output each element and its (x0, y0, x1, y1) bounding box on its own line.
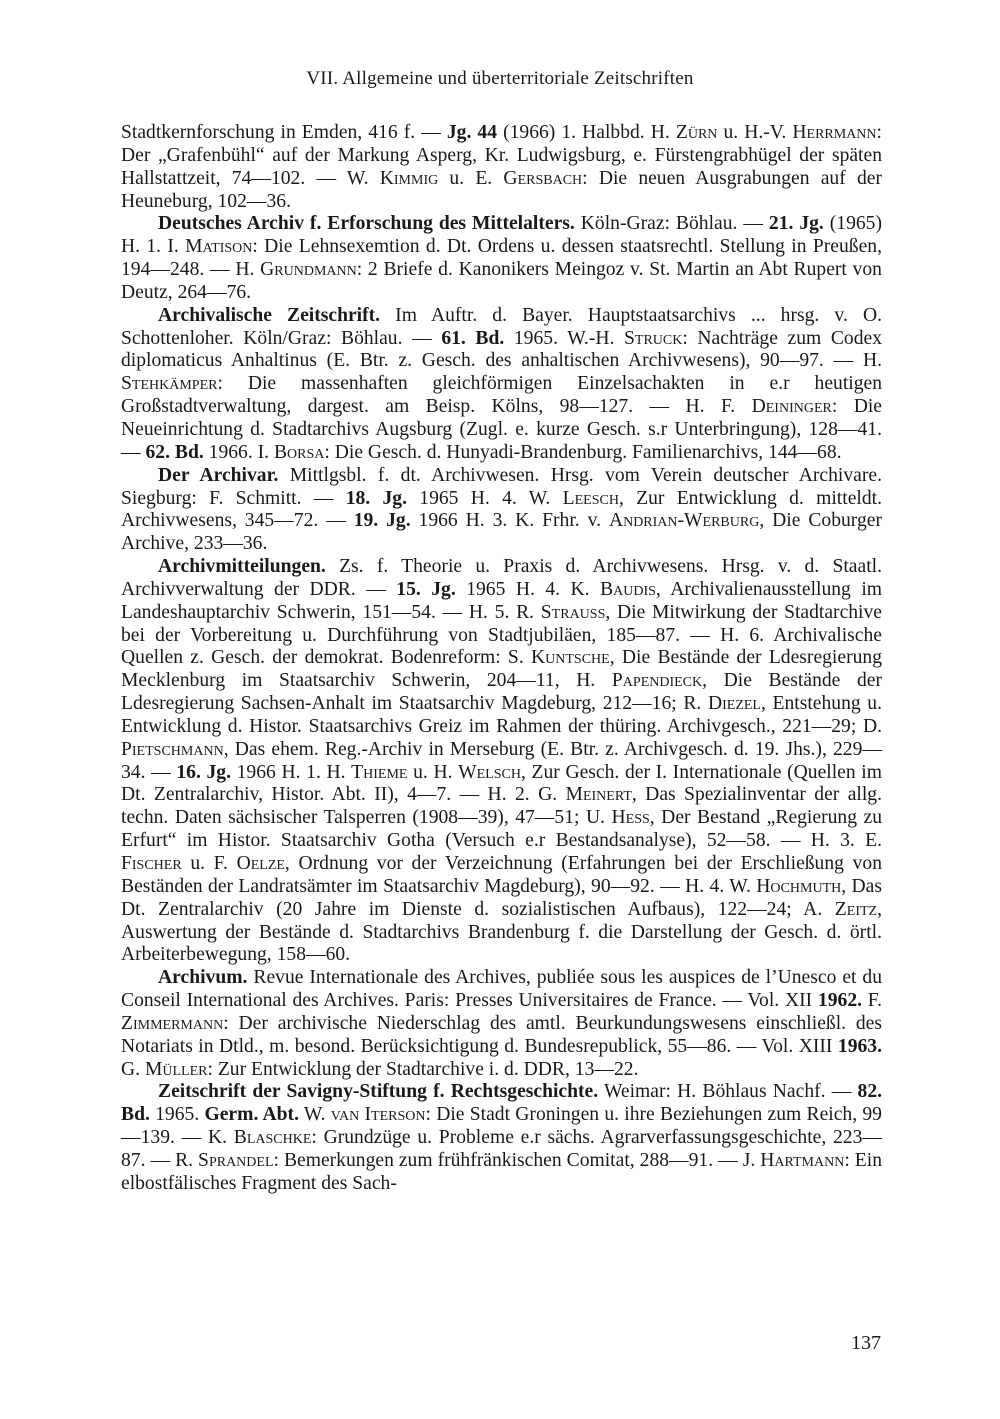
text-run: , Zur Entwicklung d. mitteldt. Archivwesens, 345—72. — (121, 487, 882, 532)
text-run: 1966. I. (203, 441, 274, 463)
text-run: 1966 H. 3. K. Frhr. v. (410, 510, 609, 532)
text-run: : Die neuen Ausgrabungen auf der Heuneburg, 102—36. (121, 167, 882, 212)
text-run: Stadtkernforschung in Emden, 416 f. — (121, 122, 447, 143)
text-run: G. (121, 1058, 145, 1080)
text-run: : Ein elbostfälisches Fragment des Sach- (121, 1149, 882, 1194)
text-run: , Die Bestände der Ldesregierung Mecklenburg im Staatsarchiv Schwerin, 204—11, H. (121, 647, 882, 692)
author-name: Oelze (236, 853, 285, 874)
text-run: , Das Spezialinventar der allg. techn. Daten sächsischer Talsperren (1908—39), 47—51; U. (121, 784, 882, 829)
bold-run: Archivum. (158, 967, 248, 989)
author-name: Diezel (707, 693, 761, 715)
bibliography-entry (121, 556, 882, 967)
bibliography-entry (121, 1081, 882, 1195)
text-run: , Der Bestand „Regierung zu Erfurt“ im Histor. Staatsarchiv Gotha (Versuch e.r Bestandsanalyse), 52—58. — H. 3. E. (121, 807, 882, 852)
author-name: Leesch (562, 487, 619, 509)
text-run: : Die Neueinrichtung d. Stadtarchivs Augsburg (Zugl. e. kurze Gesch. s.r Unterbringung), 128—41. — (121, 396, 882, 463)
bold-run: 18. Jg. (345, 487, 407, 509)
bold-run: Archivalische Zeitschrift. (158, 304, 381, 326)
author-name: Herrmann (792, 122, 877, 143)
author-name: Fischer (121, 853, 182, 874)
text-run: : Zur Entwicklung der Stadtarchive i. d. DDR, 13—22. (207, 1058, 639, 1080)
author-name: Müller (144, 1058, 208, 1080)
text-run: , Entstehung u. Entwicklung d. Histor. Staatsarchivs Greiz im Rahmen der thüring. Archivgesch., 221—29; D. (121, 693, 883, 737)
text-run: : Die Gesch. d. Hunyadi-Brandenburg. Familienarchivs, 144—68. (324, 441, 842, 463)
text-run: 1965. W.-H. (504, 327, 624, 349)
author-name: Pietschmann (121, 738, 224, 760)
bibliography-entry (121, 967, 882, 1081)
bibliography-entry (121, 465, 882, 556)
text-run: , Auswertung der Bestände d. Stadtarchivs Brandenburg f. die Darstellung der Gesch. d. örtl. Arbeiterbewegung, 158—60. (121, 898, 882, 966)
bold-run: 21. Jg. (768, 213, 824, 235)
text-run: , Archivalienausstellung im Landeshauptarchiv Schwerin, 151—54. — H. 5. R. (121, 578, 882, 623)
text-run: u. E. (438, 167, 504, 189)
text-run: (1965) H. 1. I. (121, 213, 883, 258)
text-run: : Grundzüge u. Probleme e.r sächs. Agrarverfassungsgeschichte, 223—87. — R. (121, 1127, 882, 1171)
author-name: Deininger (751, 396, 832, 418)
text-run: 1966 H. 1. H. (231, 761, 352, 783)
page-number: 137 (851, 1332, 881, 1354)
bold-run: 82. Bd. (121, 1081, 883, 1126)
author-name: Baudis (600, 578, 656, 600)
bold-run: Archivmitteilungen. (158, 556, 326, 578)
text-run: : Die massenhaften gleichförmigen Einzelsachakten in e.r heutigen Großstadtverwaltung, dargest. am Beisp. Kölns, 98—127. — H. F. (121, 373, 882, 418)
bibliography-entry (121, 305, 882, 465)
text-run: , Die Mitwirkung der Stadtarchive bei der Vorbereitung u. Durchführung von Stadtjubiläen, 185—87. — H. 6. Archivalische Quellen z. Gesch. der demokrat. Bodenreform: S. (121, 601, 882, 669)
author-name: Matison (185, 236, 253, 258)
text-run: : Die Stadt Groningen u. ihre Beziehungen zum Reich, 99—139. — K. (121, 1104, 882, 1149)
text-run: : Nachträge zum Codex diplomaticus Anhaltinus (E. Btr. z. Gesch. des anhaltischen Archivwesens), 90—97. — H. (121, 327, 883, 372)
bold-run: Zeitschrift der Savigny-Stiftung f. Rechtsgeschichte. (158, 1081, 599, 1103)
bold-run: 1963. (837, 1035, 882, 1057)
text-run: u. F. (181, 853, 237, 874)
text-run: 1965. (149, 1104, 205, 1126)
author-name: Blaschke (233, 1127, 312, 1149)
text-run: : 2 Briefe d. Kanonikers Meingoz v. St. Martin an Abt Rupert von Deutz, 264—76. (121, 259, 882, 303)
author-name: Welsch (458, 761, 521, 783)
text-run: 1965 H. 4. K. (455, 578, 601, 600)
text-run: Mittlgsbl. f. dt. Archivwesen. Hrsg. vom Verein deutscher Archivare. Siegburg: F. Schmitt. — (121, 464, 882, 509)
text-run: Zs. f. Theorie u. Praxis d. Archivwesens. Hrsg. v. d. Staatl. Archivverwaltung der DDR. — (121, 556, 882, 600)
author-name: Sprandel (198, 1149, 274, 1171)
bold-run: Deutsches Archiv f. Erforschung des Mittelalters. (158, 213, 575, 235)
text-run: Köln-Graz: Böhlau. — (574, 213, 769, 235)
text-run: u. H. (407, 761, 459, 783)
bold-run: 62. Bd. (145, 441, 204, 463)
bold-run: 61. Bd. (441, 327, 505, 349)
author-name: Hess (611, 807, 650, 829)
author-name: Strauss (540, 601, 606, 623)
author-name: Andrian-Werburg (608, 510, 760, 532)
author-name: Zeitz (834, 898, 878, 920)
text-run: Im Auftr. d. Bayer. Hauptstaatsarchivs ... hrsg. v. O. Schottenloher. Köln/Graz: Böhlau. — (121, 304, 882, 349)
text-run: u. H.-V. (717, 122, 793, 143)
bold-run: 16. Jg. (176, 761, 231, 783)
text-run: : Der „Grafenbühl“ auf der Markung Asperg, Kr. Ludwigsburg, e. Fürstengrabhügel der späten Hallstattzeit, 74—102. — W. (121, 122, 882, 189)
author-name: Hartmann (760, 1149, 845, 1171)
bold-run: Der Archivar. (158, 464, 279, 486)
bold-run: 19. Jg. (353, 510, 411, 532)
text-run: Weimar: H. Böhlaus Nachf. — (598, 1081, 858, 1103)
text-run: , Zur Gesch. der I. Internationale (Quellen im Dt. Zentralarchiv, Histor. Abt. II), 4—7. — H. 2. G. (121, 761, 882, 806)
author-name: Borsa (273, 441, 325, 463)
text-run: , Das ehem. Reg.-Archiv in Merseburg (E. Btr. z. Archivgesch. d. 19. Jhs.), 229—34. — (121, 738, 882, 783)
bibliography-entry (121, 213, 882, 304)
text-run: , Ordnung vor der Verzeichnung (Erfahrungen bei der Erschließung von Beständen der Landratsämter im Staatsarchiv Magdeburg), 90—92. — H. 4. W. (121, 853, 882, 897)
page-body (121, 122, 882, 1196)
author-name: Kuntsche (531, 647, 610, 669)
text-run: F. (862, 990, 883, 1012)
author-name: Struck (624, 327, 683, 349)
text-run: : Bemerkungen zum frühfränkischen Comitat, 288—91. — J. (273, 1149, 761, 1171)
text-run: : Die Lehnsexemtion d. Dt. Ordens u. dessen staatsrechtl. Stellung in Preußen, 194—248. — H. (121, 236, 882, 281)
continued-entry (121, 122, 882, 213)
text-run: , Die Bestände der Ldesregierung Sachsen-Anhalt im Staatsarchiv Magdeburg, 212—16; R. (121, 670, 882, 715)
bold-run: 15. Jg. (396, 578, 456, 600)
bold-run: 1962. (817, 990, 863, 1012)
text-run: , Das Dt. Zentralarchiv (20 Jahre im Dienste d. sozialistischen Aufbaus), 122—24; A. (121, 875, 882, 920)
author-name: Zürn (675, 122, 718, 143)
author-name: Gersbach (503, 167, 583, 189)
author-name: Stehkämper (121, 373, 218, 395)
author-name: Zimmermann (121, 1012, 224, 1034)
text-run: , Die Coburger Archive, 233—36. (121, 510, 882, 555)
text-run: Revue Internationale des Archives, publiée sous les auspices de l’Unesco et du Conseil International des Archives. Paris: Presses Universitaires de France. — Vol. XII (121, 967, 882, 1012)
author-name: Hochmuth (756, 875, 842, 897)
running-header: VII. Allgemeine und überterritoriale Zeitschriften (306, 68, 694, 89)
author-name: van Iterson (330, 1104, 426, 1126)
text-run: 1965 H. 4. W. (406, 487, 563, 509)
bold-run: Jg. 44 (446, 122, 498, 143)
text-run: (1966) 1. Halbbd. H. (497, 122, 676, 143)
bold-run: Germ. Abt. (204, 1104, 299, 1126)
text-run: : Der archivische Niederschlag des amtl. Beurkundungswesens einschließl. des Notariats in Dtld., m. besond. Berücksichtigung d. Bundesrepublick, 55—86. — Vol. XIII (121, 1012, 882, 1057)
text-run: W. (298, 1104, 331, 1126)
author-name: Grundmann (260, 259, 357, 281)
author-name: Kimmig (379, 167, 439, 189)
author-name: Thieme (351, 761, 408, 783)
author-name: Papendieck (611, 670, 703, 692)
author-name: Meinert (565, 784, 632, 806)
